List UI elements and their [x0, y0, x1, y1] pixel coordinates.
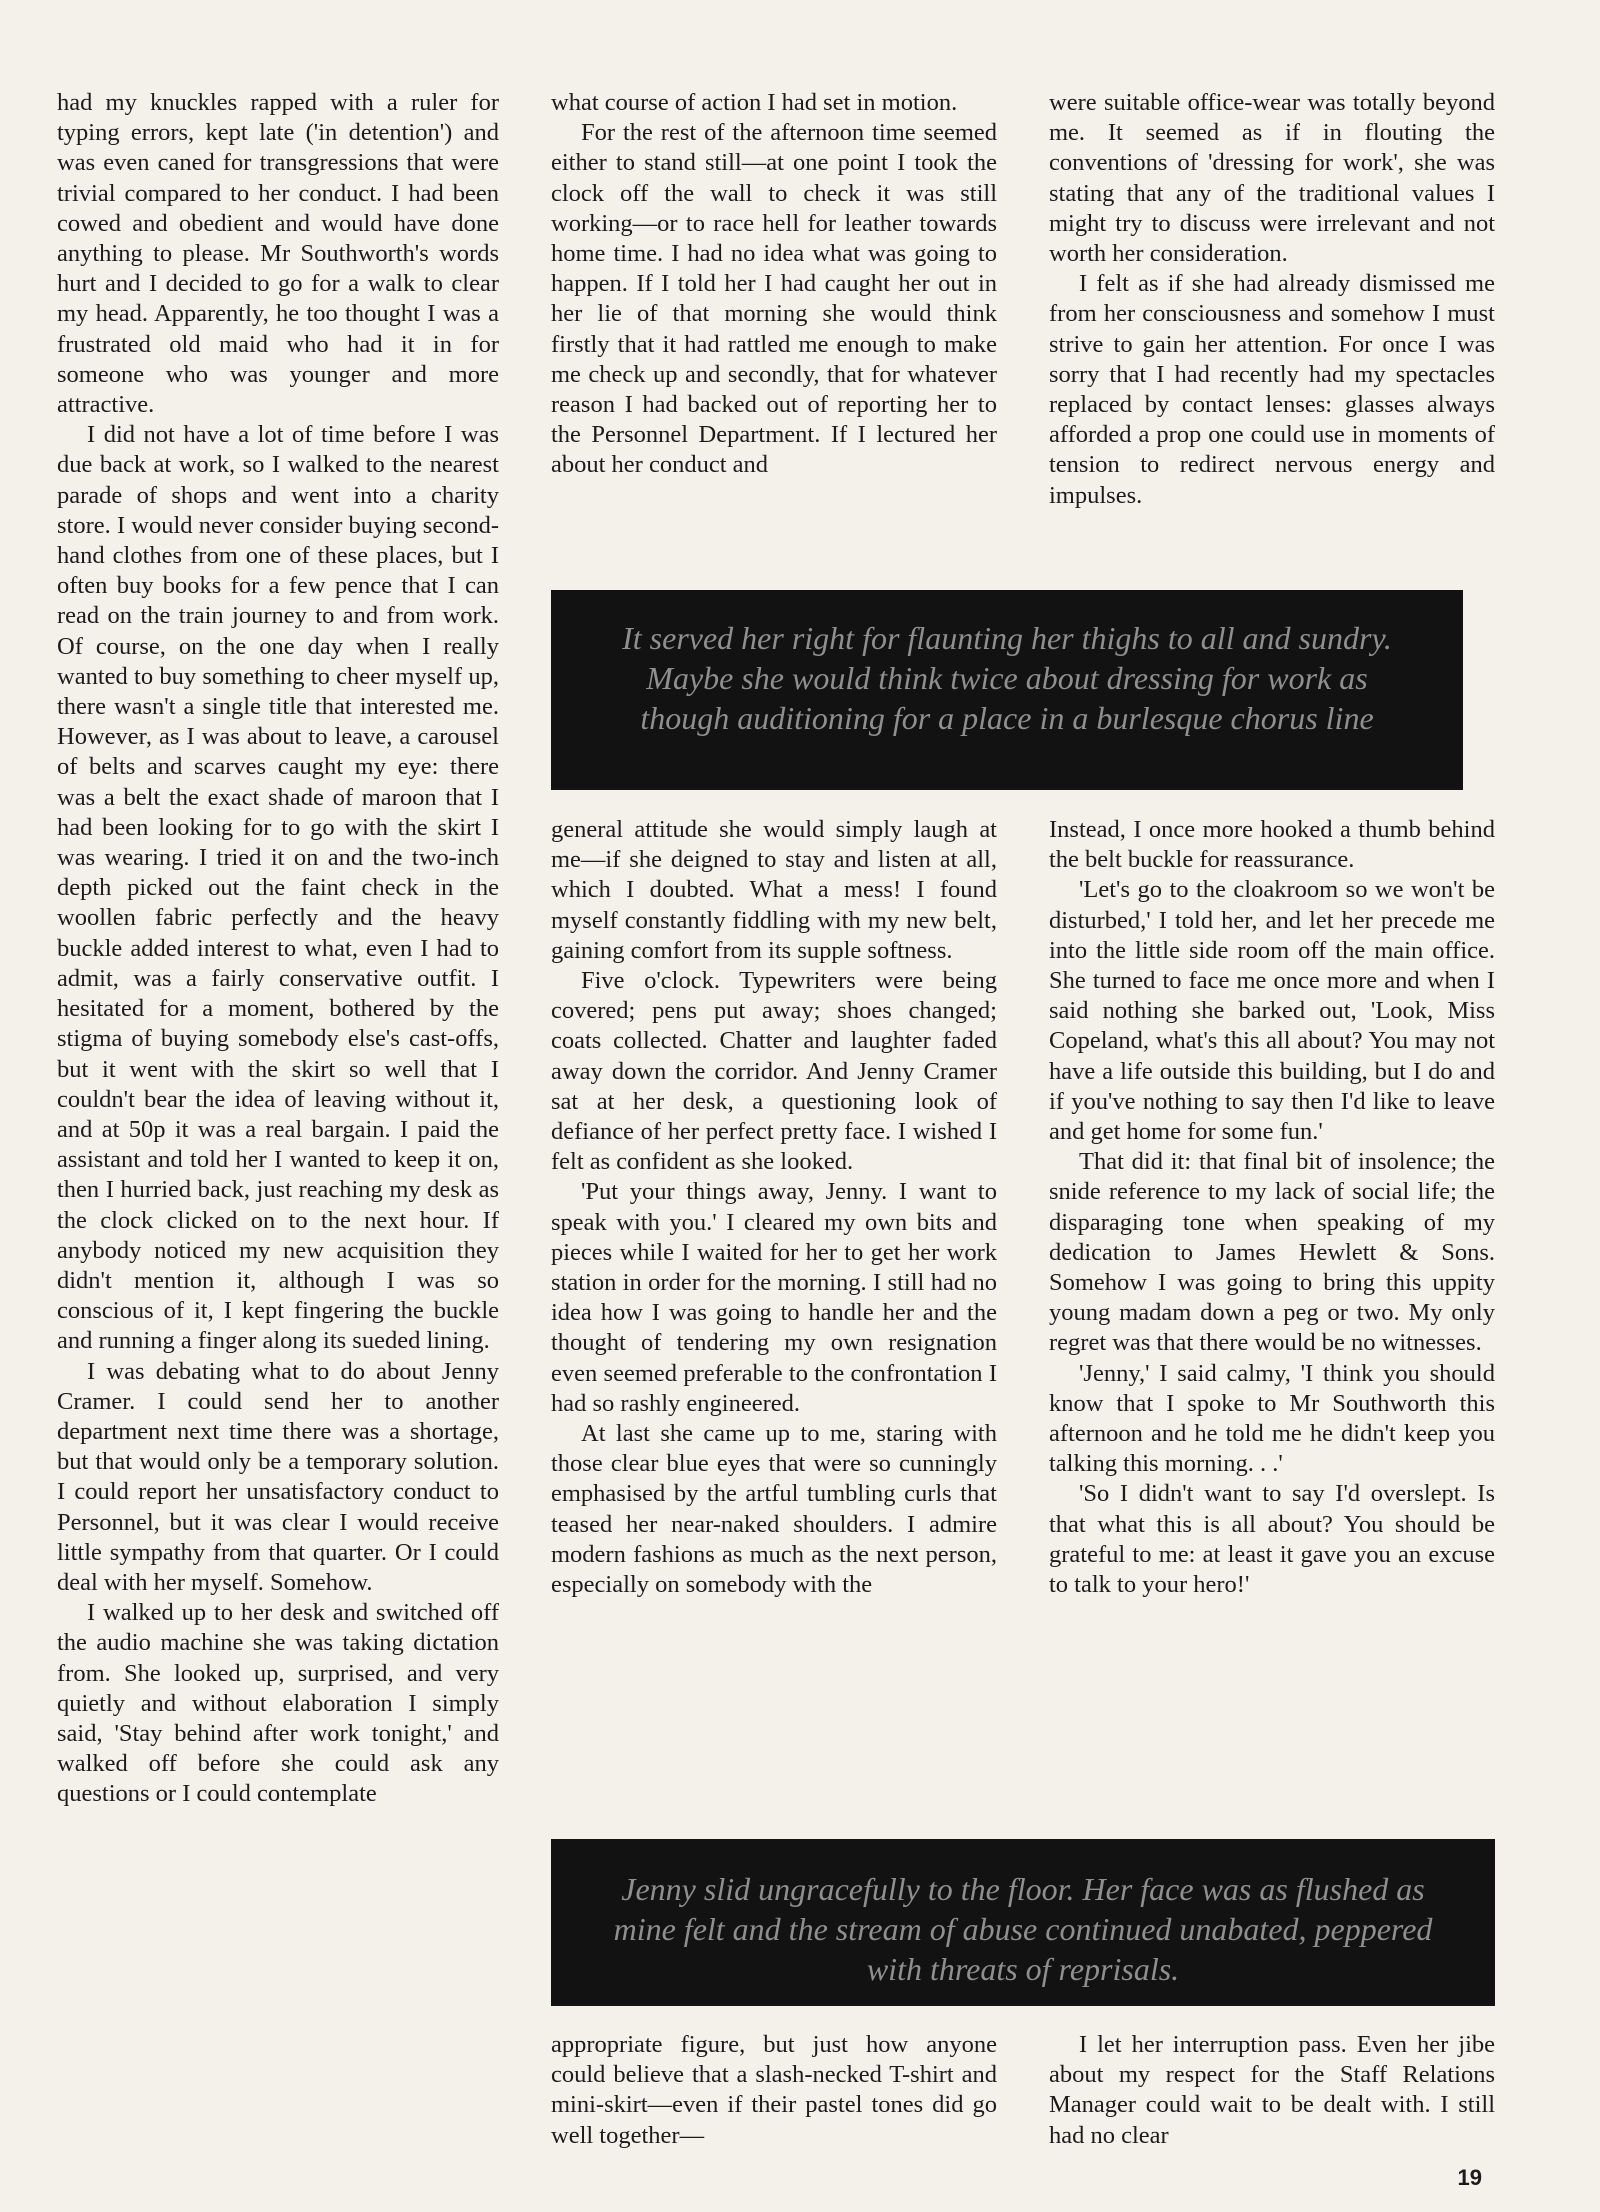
paragraph: what course of action I had set in motion.	[551, 89, 958, 116]
paragraph: 'Put your things away, Jenny. I want to speak with you.' I cleared my own bits and pieces while I waited for her to get her work station in order for the morning. I still had no idea how I was going to handle her and the thought of tendering my own resignation even seemed preferable to the confrontation I had so rashly engineered.	[551, 1178, 997, 1417]
pull-quote-bottom	[551, 1839, 1495, 2006]
pull-quote-text: Jenny slid ungracefully to the floor. Her face was as flushed as mine felt and the stream of abuse continued unabated, peppered with threats of reprisals.	[613, 1871, 1433, 1987]
paragraph: general attitude she would simply laugh at me—if she deigned to stay and listen at all, which I doubted. What a mess! I found myself constantly fiddling with my new belt, gaining comfort from its supple softness.	[551, 816, 997, 964]
paragraph: I walked up to her desk and switched off the audio machine she was taking dictation from. She looked up, surprised, and very quietly and without elaboration I simply said, 'Stay behind after work tonight,' and walked off before she could ask any questions or I could contemplate	[57, 1599, 499, 1808]
paragraph: I did not have a lot of time before I was due back at work, so I walked to the nearest parade of shops and went into a charity store. I would never consider buying second-hand clothes from one of these places, but I often buy books for a few pence that I can read on the train journey to and from work. Of course, on the one day when I really wanted to buy something to cheer myself up, there wasn't a single title that interested me. However, as I was about to leave, a carousel of belts and scarves caught my eye: there was a belt the exact shade of maroon that I had been looking for to go with the skirt I was wearing. I tried it on and the two-inch depth picked out the faint check in the woollen fabric perfectly and the heavy buckle added interest to what, even I had to admit, was a fairly conservative outfit. I hesitated for a moment, bothered by the stigma of buying somebody else's cast-offs, but it went with the skirt so well that I couldn't bear the idea of leaving without it, and at 50p it was a real bargain. I paid the assistant and told her I wanted to keep it on, then I hurried back, just reaching my desk as the clock clicked on to the next hour. If anybody noticed my new acquisition they didn't mention it, although I was so conscious of it, I kept fingering the buckle and running a finger along its sueded lining.	[57, 421, 499, 1355]
paragraph: That did it: that final bit of insolence; the snide reference to my lack of social life; the disparaging tone when speaking of my dedication to James Hewlett & Sons. Somehow I was going to bring this uppity young madam down a peg or two. My only regret was that there would be no witnesses.	[1049, 1148, 1495, 1357]
pull-quote-text: It served her right for flaunting her thighs to all and sundry. Maybe she would think twice about dressing for work as though auditioning for a place in a burlesque chorus line	[622, 620, 1392, 736]
column-middle-mid	[551, 815, 997, 1600]
column-middle-top	[551, 88, 997, 481]
column-left	[57, 88, 499, 1810]
paragraph: I was debating what to do about Jenny Cramer. I could send her to another department next time there was a shortage, but that would only be a temporary solution. I could report her unsatisfactory conduct to Personnel, but it was clear I would receive little sympathy from that quarter. Or I could deal with her myself. Somehow.	[57, 1357, 499, 1596]
column-middle-bottom	[551, 2030, 997, 2151]
column-right-bottom	[1049, 2030, 1495, 2151]
paragraph: Five o'clock. Typewriters were being covered; pens put away; shoes changed; coats collected. Chatter and laughter faded away down the corridor. And Jenny Cramer sat at her desk, a questioning look of defiance of her perfect pretty face. I wished I felt as confident as she looked.	[551, 967, 997, 1176]
column-right-mid	[1049, 815, 1495, 1600]
paragraph: 'So I didn't want to say I'd overslept. Is that what this is all about? You should be grateful to me: at least it gave you an excuse to talk to your hero!'	[1049, 1480, 1495, 1599]
paragraph: At last she came up to me, staring with those clear blue eyes that were so cunningly emphasised by the artful tumbling curls that teased her near-naked shoulders. I admire modern fashions as much as the next person, especially on somebody with the	[551, 1420, 997, 1599]
paragraph: For the rest of the afternoon time seemed either to stand still—at one point I took the clock off the wall to check it was still working—or to race hell for leather towards home time. I had no idea what was going to happen. If I told her I had caught her out in her lie of that morning she would think firstly that it had rattled me enough to make me check up and secondly, that for whatever reason I had backed out of reporting her to the Personnel Department. If I lectured her about her conduct and	[551, 119, 997, 479]
column-right-top	[1049, 88, 1495, 511]
paragraph: 'Let's go to the cloakroom so we won't be disturbed,' I told her, and let her precede me into the little side room off the main office. She turned to face me once more and when I said nothing she barked out, 'Look, Miss Copeland, what's this all about? You may not have a life outside this building, but I do and if you've nothing to say then I'd like to leave and get home for some fun.'	[1049, 876, 1495, 1146]
paragraph: Instead, I once more hooked a thumb behind the belt buckle for reassurance.	[1049, 816, 1495, 874]
paragraph: 'Jenny,' I said calmy, 'I think you should know that I spoke to Mr Southworth this afternoon and he told me he didn't keep you talking this morning. . .'	[1049, 1359, 1495, 1478]
page-number: 19	[1457, 2165, 1482, 2190]
paragraph: had my knuckles rapped with a ruler for typing errors, kept late ('in detention') and was even caned for transgressions that were trivial compared to her conduct. I had been cowed and obedient and would have done anything to please. Mr Southworth's words hurt and I decided to go for a walk to clear my head. Apparently, he too thought I was a frustrated old maid who had it in for someone who was younger and more attractive.	[57, 89, 499, 419]
paragraph: I felt as if she had already dismissed me from her consciousness and somehow I must strive to gain her attention. For once I was sorry that I had recently had my spectacles replaced by contact lenses: glasses always afforded a prop one could use in moments of tension to redirect nervous energy and impulses.	[1049, 270, 1495, 509]
paragraph: were suitable office-wear was totally beyond me. It seemed as if in flouting the conventions of 'dressing for work', she was stating that any of the traditional values I might try to discuss were irrelevant and not worth her consideration.	[1049, 89, 1495, 268]
paragraph: I let her interruption pass. Even her jibe about my respect for the Staff Relations Manager could wait to be dealt with. I still had no clear	[1049, 2031, 1495, 2149]
paragraph: appropriate figure, but just how anyone could believe that a slash-necked T-shirt and mini-skirt—even if their pastel tones did go well together—	[551, 2031, 997, 2149]
pull-quote-top	[551, 590, 1463, 790]
